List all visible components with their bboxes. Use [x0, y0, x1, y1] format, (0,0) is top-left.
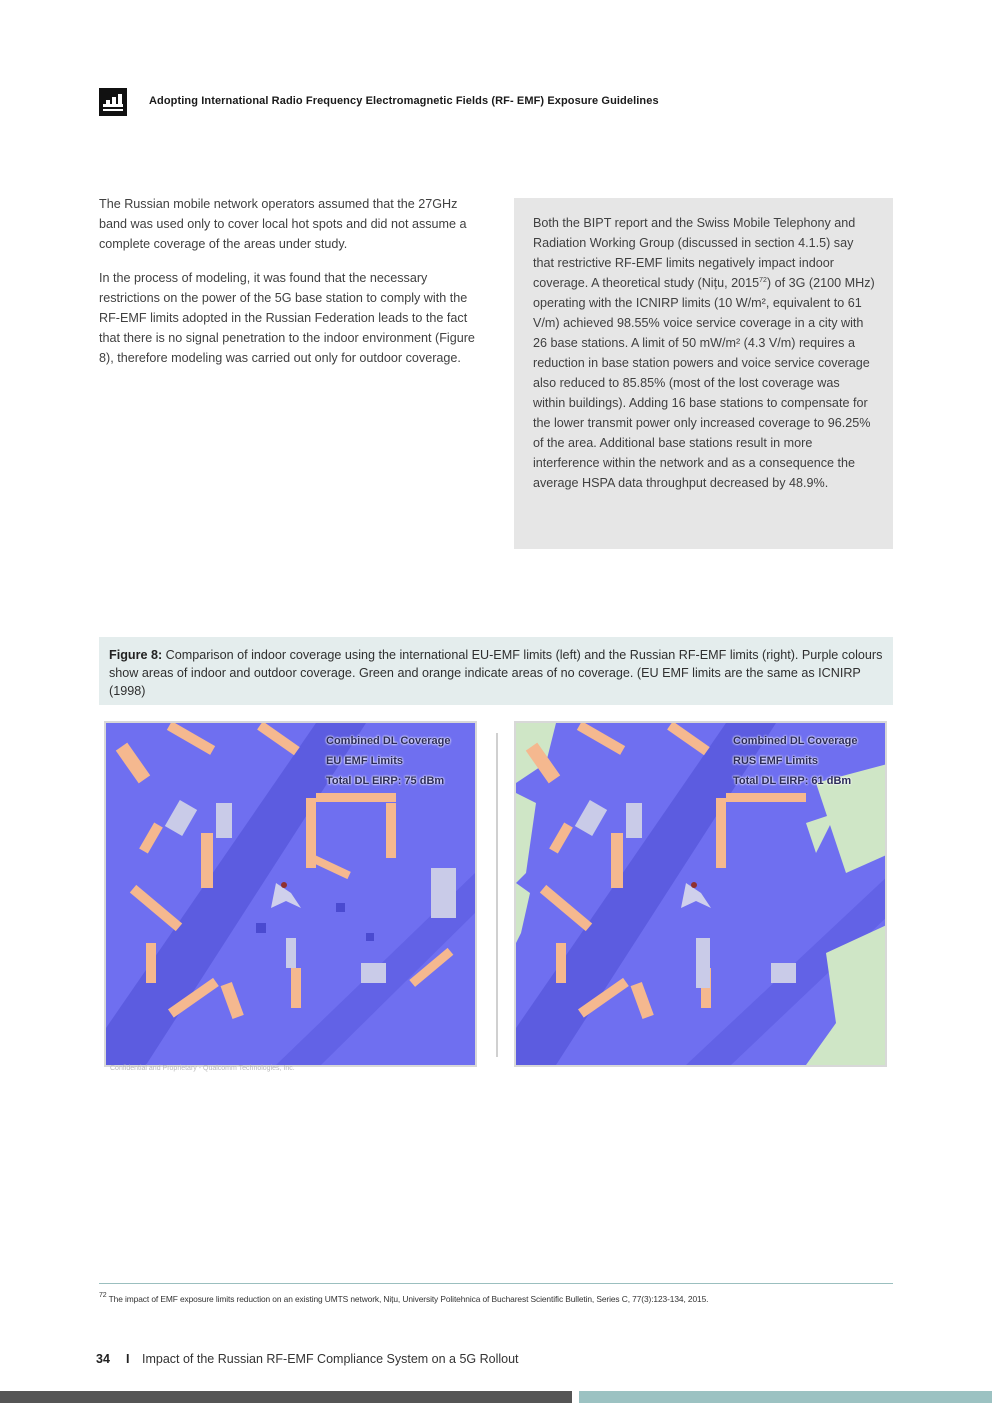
footer-separator: I	[126, 1352, 130, 1366]
paragraph: In the process of modeling, it was found that the necessary restrictions on the power of the 5G base station to comply with the RF-EMF limits adopted in the Russian Federation leads to the fact that there is no signal penetration to the indoor environment (Figure 8), therefore modeling was carried out only for outdoor coverage.	[99, 271, 475, 365]
body-text	[99, 194, 479, 382]
paragraph: The Russian mobile network operators assumed that the 27GHz band was used only to cover local hot spots and did not assume a complete coverage of the areas under study.	[99, 197, 467, 251]
figure-label: Figure 8:	[109, 648, 163, 662]
logo	[99, 88, 127, 116]
footer-title: Impact of the Russian RF-EMF Compliance System on a 5G Rollout	[142, 1352, 519, 1366]
legend-line: RUS EMF Limits	[733, 755, 818, 767]
legend-line: Combined DL Coverage	[326, 735, 451, 747]
footnote-ref[interactable]: 72	[759, 277, 767, 284]
footnote-number: 72	[99, 1292, 107, 1299]
map-legend	[733, 731, 858, 791]
footnote	[99, 1294, 899, 1304]
footnote-text: The impact of EMF exposure limits reduction on an existing UMTS network, Nițu, University Politehnica of Bucharest Scientific Bulletin, Series C, 77(3):123-134, 2015.	[106, 1294, 709, 1304]
coverage-map-rus	[514, 721, 887, 1067]
figure-caption	[99, 637, 893, 705]
sidebar-text-part: Both the BIPT report and the Swiss Mobile Telephony and Radiation Working Group (discussed in section 4.1.5) say that restrictive RF-EMF limits negatively impact indoor coverage. A theoretical study (Nițu, 2015	[533, 216, 856, 290]
coverage-map-eu	[104, 721, 477, 1067]
legend-line: Total DL EIRP: 75 dBm	[326, 775, 445, 787]
footer-bar-dark	[0, 1391, 572, 1403]
footnote-divider	[99, 1283, 893, 1284]
legend-line: Total DL EIRP: 61 dBm	[733, 775, 852, 787]
page-number: 34	[96, 1352, 110, 1366]
map-legend	[326, 731, 451, 791]
footer-bar-teal	[579, 1391, 992, 1403]
figure-caption-text: Comparison of indoor coverage using the international EU-EMF limits (left) and the Russian RF-EMF limits (right). Purple colours show areas of indoor and outdoor coverage. Green and orange indicate areas of no coverage. (EU EMF limits are the same as ICNIRP (1998)	[109, 648, 883, 698]
sidebar-box	[514, 198, 893, 549]
sidebar-text	[533, 213, 875, 493]
sidebar-text-part: ) of 3G (2100 MHz) operating with the ICNIRP limits (10 W/m², equivalent to 61 V/m) achieved 98.55% voice service coverage in a city with 26 base stations. A limit of 50 mW/m² (4.3 V/m) requires a reduction in base station powers and voice service coverage also reduced to 85.85% (most of the lost coverage was within buildings). Adding 16 base stations to compensate for the lower transmit power only increased coverage to 96.25% of the area. Additional base stations result in more interference within the network and as a consequence the average HSPA data throughput decreased by 48.9%.	[533, 276, 875, 490]
divider	[496, 733, 498, 1057]
header-title: Adopting International Radio Frequency Electromagnetic Fields (RF- EMF) Exposure Guidelines	[149, 95, 659, 107]
map-copyright: Confidential and Proprietary - Qualcomm Technologies, Inc.	[110, 1065, 295, 1072]
legend-line: Combined DL Coverage	[733, 735, 858, 747]
legend-line: EU EMF Limits	[326, 755, 404, 767]
